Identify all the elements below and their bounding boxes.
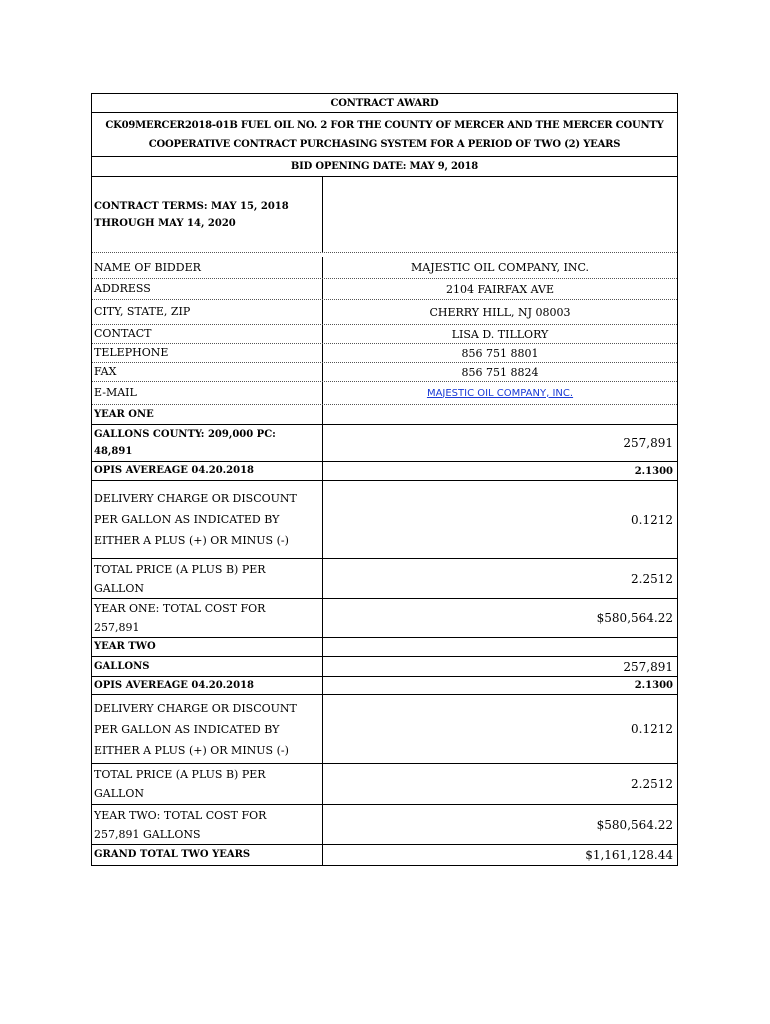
bid-opening-row	[92, 157, 677, 177]
telephone-row	[92, 344, 677, 363]
year-two-opis-label: OPIS AVEREAGE 04.20.2018	[92, 677, 323, 694]
year-two-opis-value: 2.1300	[634, 680, 673, 691]
year-one-gallons-value: 257,891	[623, 436, 673, 450]
year-two-cost-label	[92, 805, 323, 844]
contract-award-table	[91, 93, 678, 866]
year-two-total-price-row	[92, 764, 677, 805]
year-two-delivery-label	[92, 695, 323, 763]
contract-line-2: COOPERATIVE CONTRACT PURCHASING SYSTEM FOR A PERIOD OF TWO (2) YEARS	[148, 138, 621, 150]
year-two-delivery-label-2: PER GALLON AS INDICATED BY	[94, 722, 280, 736]
contract-line-1: CK09MERCER2018-01B FUEL OIL NO. 2 FOR THE COUNTY OF MERCER AND THE MERCER COUNTY	[105, 119, 664, 131]
year-two-cost-label-2: 257,891 GALLONS	[94, 827, 201, 841]
address-label: ADDRESS	[92, 279, 323, 299]
year-one-delivery-label-3: EITHER A PLUS (+) OR MINUS (-)	[94, 534, 289, 547]
contract-description-row	[92, 113, 677, 157]
year-one-heading: YEAR ONE	[92, 405, 323, 424]
bid-opening-date: BID OPENING DATE: MAY 9, 2018	[290, 161, 479, 172]
year-one-cost-row	[92, 599, 677, 638]
year-one-gallons-label	[92, 425, 323, 461]
year-two-total-price-label	[92, 764, 323, 804]
address-row	[92, 279, 677, 300]
title-row	[92, 94, 677, 113]
year-one-gallons-label-2: 48,891	[94, 446, 133, 457]
contract-terms-row	[92, 177, 677, 253]
year-one-delivery-label-1: DELIVERY CHARGE OR DISCOUNT	[94, 492, 297, 505]
year-one-total-price-label	[92, 559, 323, 598]
terms-line-1: CONTRACT TERMS: MAY 15, 2018	[94, 200, 289, 212]
year-one-opis-label: OPIS AVEREAGE 04.20.2018	[92, 462, 323, 480]
fax-row	[92, 363, 677, 382]
year-two-gallons-row	[92, 657, 677, 677]
contract-terms-value	[323, 177, 677, 252]
year-one-delivery-label-2: PER GALLON AS INDICATED BY	[94, 513, 280, 526]
grand-total-value: $1,161,128.44	[585, 848, 673, 862]
city-value: CHERRY HILL, NJ 08003	[429, 305, 571, 319]
year-two-gallons-label: GALLONS	[92, 657, 323, 676]
year-one-total-label-2: GALLON	[94, 581, 144, 595]
year-two-delivery-row	[92, 695, 677, 764]
grand-total-row	[92, 845, 677, 865]
year-one-delivery-row	[92, 481, 677, 559]
contact-label: CONTACT	[92, 325, 323, 343]
email-row	[92, 382, 677, 405]
page-title: CONTRACT AWARD	[330, 97, 439, 109]
email-label: E-MAIL	[92, 382, 323, 404]
year-one-delivery-label	[92, 481, 323, 558]
year-one-cost-label-2: 257,891	[94, 621, 140, 634]
year-one-heading-value	[323, 405, 677, 424]
year-two-total-label-1: TOTAL PRICE (A PLUS B) PER	[94, 768, 266, 781]
telephone-value: 856 751 8801	[461, 346, 539, 360]
year-one-heading-row	[92, 405, 677, 425]
year-one-total-price-row	[92, 559, 677, 599]
contract-description	[92, 113, 677, 156]
year-one-delivery-value: 0.1212	[631, 512, 673, 527]
fax-label: FAX	[92, 363, 323, 381]
year-two-opis-row	[92, 677, 677, 695]
address-value: 2104 FAIRFAX AVE	[445, 282, 555, 296]
year-one-cost-value: $580,564.22	[596, 611, 673, 625]
grand-total-label: GRAND TOTAL TWO YEARS	[92, 845, 323, 865]
year-two-cost-row	[92, 805, 677, 845]
contact-value: LISA D. TILLORY	[451, 327, 549, 341]
email-link[interactable]: MAJESTIC OIL COMPANY, INC.	[426, 387, 574, 399]
year-one-opis-row	[92, 462, 677, 481]
year-two-total-price-value: 2.2512	[631, 777, 673, 791]
year-two-heading-row	[92, 638, 677, 657]
city-row	[92, 300, 677, 325]
year-two-delivery-value: 0.1212	[631, 722, 673, 736]
bidder-name-label: NAME OF BIDDER	[92, 257, 323, 278]
email-cell	[323, 382, 677, 404]
year-one-gallons-label-1: GALLONS COUNTY: 209,000 PC:	[94, 429, 276, 440]
year-two-cost-label-1: YEAR TWO: TOTAL COST FOR	[94, 808, 267, 822]
contract-terms	[92, 177, 323, 252]
city-label: CITY, STATE, ZIP	[92, 300, 323, 324]
fax-value: 856 751 8824	[461, 365, 539, 379]
year-two-delivery-label-1: DELIVERY CHARGE OR DISCOUNT	[94, 701, 297, 715]
contact-row	[92, 325, 677, 344]
year-one-gallons-row	[92, 425, 677, 462]
year-one-cost-label-1: YEAR ONE: TOTAL COST FOR	[94, 602, 266, 615]
year-one-total-label-1: TOTAL PRICE (A PLUS B) PER	[94, 562, 266, 576]
year-two-cost-value: $580,564.22	[596, 817, 673, 832]
year-one-opis-value: 2.1300	[634, 465, 673, 477]
bidder-name-row	[92, 253, 677, 279]
telephone-label: TELEPHONE	[92, 344, 323, 362]
terms-line-2: THROUGH MAY 14, 2020	[94, 217, 236, 229]
year-two-total-label-2: GALLON	[94, 787, 144, 800]
year-two-heading: YEAR TWO	[92, 638, 323, 656]
year-one-total-price-value: 2.2512	[631, 571, 673, 586]
year-two-heading-value	[323, 638, 677, 656]
year-two-gallons-value: 257,891	[623, 659, 673, 674]
year-one-cost-label	[92, 599, 323, 637]
year-two-delivery-label-3: EITHER A PLUS (+) OR MINUS (-)	[94, 743, 289, 757]
bidder-name-value: MAJESTIC OIL COMPANY, INC.	[411, 261, 589, 274]
